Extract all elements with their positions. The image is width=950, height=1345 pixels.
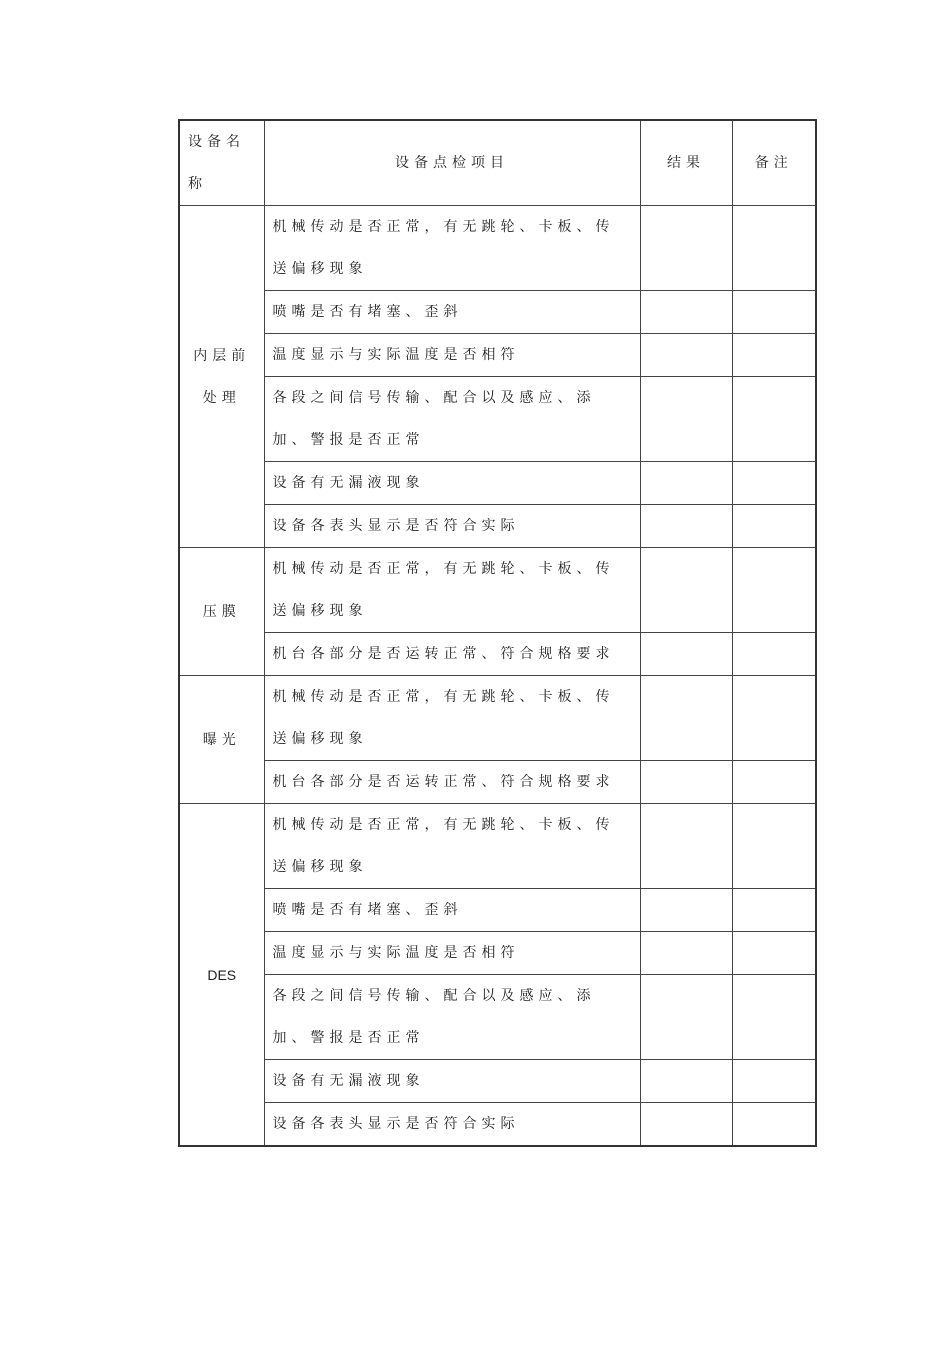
table-row <box>179 334 816 377</box>
table-row <box>179 932 816 975</box>
inspection-item-cell: 喷嘴是否有堵塞、歪斜 <box>264 889 640 932</box>
group-name-cell: 曝光 <box>179 676 264 804</box>
group-name-cell: 内层前处理 <box>179 206 264 548</box>
result-cell[interactable] <box>640 548 732 633</box>
table-row <box>179 804 816 889</box>
note-cell[interactable] <box>732 1060 816 1103</box>
table-row <box>179 633 816 676</box>
table-row <box>179 889 816 932</box>
result-cell[interactable] <box>640 804 732 889</box>
inspection-item-cell: 机械传动是否正常，有无跳轮、卡板、传送偏移现象 <box>264 548 640 633</box>
result-cell[interactable] <box>640 206 732 291</box>
note-cell[interactable] <box>732 206 816 291</box>
result-cell[interactable] <box>640 462 732 505</box>
result-cell[interactable] <box>640 633 732 676</box>
table-row <box>179 1103 816 1147</box>
note-cell[interactable] <box>732 377 816 462</box>
header-result: 结果 <box>640 120 732 206</box>
equipment-inspection-table <box>178 119 817 1147</box>
group-name-cell: DES <box>179 804 264 1147</box>
header-equipment-name: 设备名称 <box>179 120 264 206</box>
result-cell[interactable] <box>640 291 732 334</box>
inspection-item-cell: 温度显示与实际温度是否相符 <box>264 334 640 377</box>
inspection-item-cell: 机台各部分是否运转正常、符合规格要求 <box>264 761 640 804</box>
table-header-row <box>179 120 816 206</box>
table-row <box>179 206 816 291</box>
table-row <box>179 291 816 334</box>
result-cell[interactable] <box>640 761 732 804</box>
note-cell[interactable] <box>732 462 816 505</box>
note-cell[interactable] <box>732 932 816 975</box>
result-cell[interactable] <box>640 932 732 975</box>
note-cell[interactable] <box>732 548 816 633</box>
inspection-item-cell: 设备有无漏液现象 <box>264 1060 640 1103</box>
result-cell[interactable] <box>640 334 732 377</box>
inspection-item-cell: 设备各表头显示是否符合实际 <box>264 1103 640 1147</box>
table-row <box>179 505 816 548</box>
table-row <box>179 462 816 505</box>
note-cell[interactable] <box>732 761 816 804</box>
inspection-item-cell: 机械传动是否正常，有无跳轮、卡板、传送偏移现象 <box>264 206 640 291</box>
note-cell[interactable] <box>732 889 816 932</box>
inspection-item-cell: 温度显示与实际温度是否相符 <box>264 932 640 975</box>
inspection-item-cell: 机械传动是否正常，有无跳轮、卡板、传送偏移现象 <box>264 676 640 761</box>
header-note: 备注 <box>732 120 816 206</box>
inspection-item-cell: 各段之间信号传输、配合以及感应、添加、警报是否正常 <box>264 975 640 1060</box>
result-cell[interactable] <box>640 377 732 462</box>
inspection-item-cell: 喷嘴是否有堵塞、歪斜 <box>264 291 640 334</box>
result-cell[interactable] <box>640 1060 732 1103</box>
inspection-item-cell: 设备各表头显示是否符合实际 <box>264 505 640 548</box>
inspection-sheet <box>178 119 815 1147</box>
note-cell[interactable] <box>732 633 816 676</box>
note-cell[interactable] <box>732 291 816 334</box>
note-cell[interactable] <box>732 505 816 548</box>
table-row <box>179 975 816 1060</box>
table-row <box>179 1060 816 1103</box>
result-cell[interactable] <box>640 676 732 761</box>
result-cell[interactable] <box>640 889 732 932</box>
inspection-item-cell: 各段之间信号传输、配合以及感应、添加、警报是否正常 <box>264 377 640 462</box>
inspection-item-cell: 机台各部分是否运转正常、符合规格要求 <box>264 633 640 676</box>
inspection-item-cell: 机械传动是否正常，有无跳轮、卡板、传送偏移现象 <box>264 804 640 889</box>
table-row <box>179 548 816 633</box>
result-cell[interactable] <box>640 975 732 1060</box>
table-row <box>179 676 816 761</box>
group-name-cell: 压膜 <box>179 548 264 676</box>
note-cell[interactable] <box>732 975 816 1060</box>
note-cell[interactable] <box>732 334 816 377</box>
note-cell[interactable] <box>732 676 816 761</box>
result-cell[interactable] <box>640 1103 732 1147</box>
note-cell[interactable] <box>732 1103 816 1147</box>
header-inspection-item: 设备点检项目 <box>264 120 640 206</box>
table-row <box>179 377 816 462</box>
table-row <box>179 761 816 804</box>
result-cell[interactable] <box>640 505 732 548</box>
note-cell[interactable] <box>732 804 816 889</box>
inspection-item-cell: 设备有无漏液现象 <box>264 462 640 505</box>
